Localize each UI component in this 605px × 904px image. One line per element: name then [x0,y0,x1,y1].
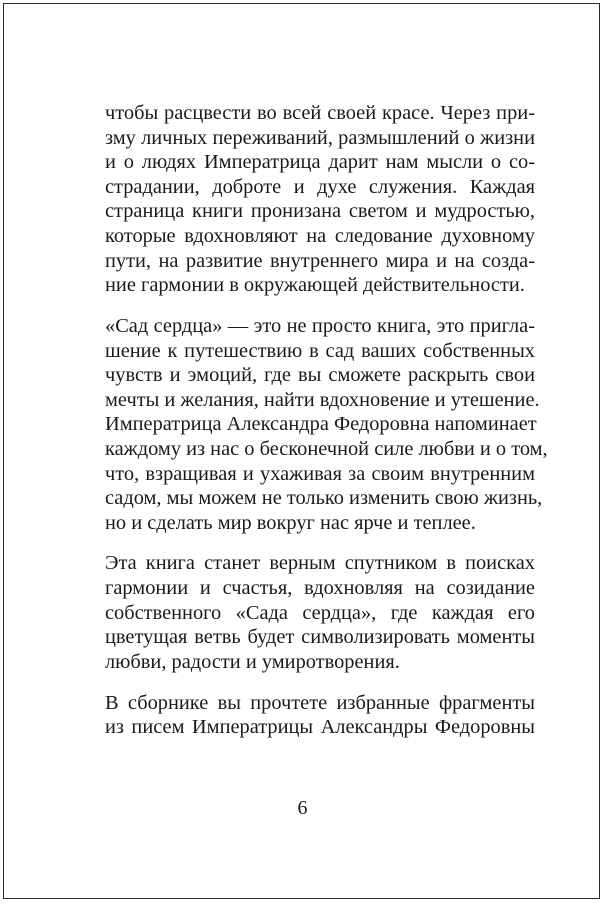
text-line: Эта книга станет верным спутником в поисках [105,552,535,575]
text-line: цветущая ветвь будет символизировать моменты [105,626,535,649]
text-line: любви, радости и умиротворения. [105,650,400,673]
text-line: зму личных переживаний, размышлений о жизни [105,126,535,149]
text-line: ние гармонии в окружающей действительности. [105,274,525,297]
text-line: собственного «Сада сердца», где каждая его [105,601,535,624]
text-line: и о людях Императрица дарит нам мысли о со- [105,151,535,174]
page-number: 6 [297,797,308,819]
text-line: чтобы расцвести во всей своей красе. Через при- [105,102,535,124]
body-text [105,101,548,756]
text-line: мечты и желания, найти вдохновение и утешение. [105,388,540,411]
text-line: страдании, доброте и духе служения. Каждая [105,175,535,198]
text-line: что, взращивая и ухаживая за своим внутренним [105,462,535,485]
text-line: но и сделать мир вокруг нас ярче и теплее. [105,511,476,534]
paragraph [105,691,535,740]
text-line: из писем Императрицы Александры Федоровны [105,716,535,739]
paragraph [105,551,535,674]
text-line: страница книги пронизана светом и мудростью, [105,200,535,223]
text-line: которые вдохновляют на следование духовному [105,224,535,247]
text-line: гармонии и счастья, вдохновляя на созидание [105,577,535,600]
text-line: В сборнике вы прочтете избранные фрагменты [105,691,535,714]
text-line: чувств и эмоций, где вы сможете раскрыть свои [105,364,535,387]
text-line: «Сад сердца» — это не просто книга, это пригла- [105,314,535,337]
text-line: каждому из нас о бесконечной силе любви и о том, [105,437,548,460]
paragraph [105,101,535,298]
text-line: пути, на развитие внутреннего мира и на созда- [105,249,535,272]
text-line: шение к путешествию в сад ваших собственных [105,339,535,362]
text-line: садом, мы можем не только изменить свою жизнь, [105,487,543,510]
paragraph [105,314,548,535]
text-line: Императрица Александра Федоровна напоминает [105,413,537,436]
